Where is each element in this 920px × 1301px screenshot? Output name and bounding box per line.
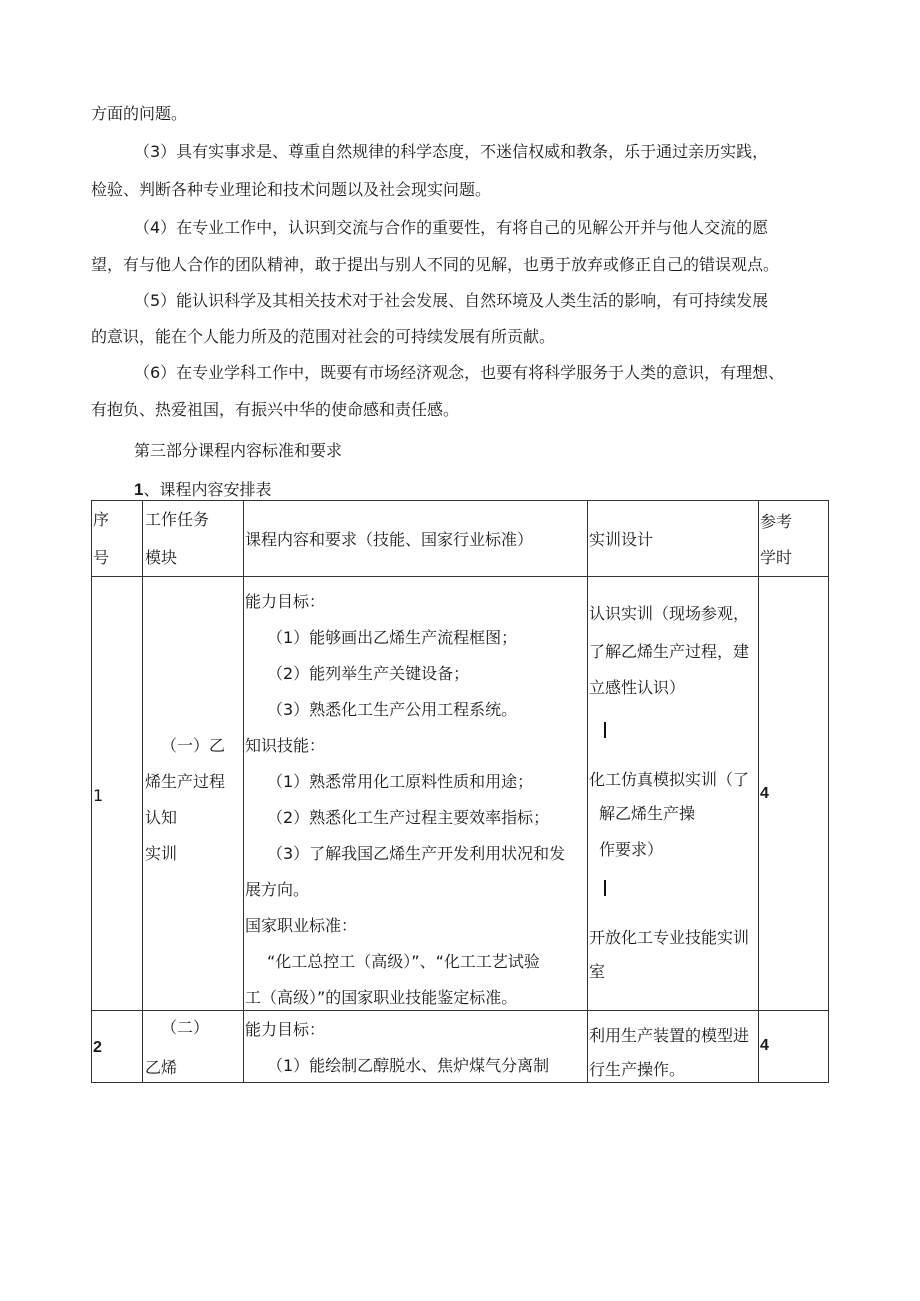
row2-training: 行生产操作。 (589, 1060, 686, 1079)
paragraph-line: （5）能认识科学及其相关技术对于社会发展、自然环境及人类生活的影响，有可持续发展 (134, 291, 769, 310)
header-content: 课程内容和要求（技能、国家行业标准） (245, 530, 534, 549)
table-row-divider (91, 576, 829, 577)
paragraph-line: 方面的问题。 (91, 104, 188, 123)
table-col-divider (142, 500, 143, 1083)
header-module: 模块 (145, 548, 178, 567)
row1-module: 烯生产过程 (145, 772, 226, 791)
row2-training: 利用生产装置的模型进 (589, 1026, 750, 1045)
paragraph-line: （6）在专业学科工作中，既要有市场经济观念，也要有将科学服务于人类的意识，有理想、 (134, 363, 785, 382)
table-col-divider (587, 500, 588, 1083)
section-title: 第三部分课程内容标准和要求 (134, 441, 343, 460)
row1-content: 工（高级）”的国家职业技能鉴定标准。 (245, 988, 518, 1007)
header-hours: 学时 (760, 548, 793, 567)
row1-training: 室 (589, 962, 606, 981)
row1-content: 知识技能： (245, 736, 326, 755)
header-hours: 参考 (760, 512, 793, 531)
row1-content: 展方向。 (245, 880, 310, 899)
row1-content: （1）能够画出乙烯生产流程框图； (267, 628, 518, 647)
row1-content: 能力目标： (245, 592, 326, 611)
row1-content: （3）了解我国乙烯生产开发利用状况和发 (267, 844, 566, 863)
course-content-table (91, 500, 829, 1083)
row1-content: （3）熟悉化工生产公用工程系统。 (267, 700, 518, 719)
row1-content: （1）熟悉常用化工原料性质和用途； (267, 772, 534, 791)
row2-seq: 2 (93, 1039, 102, 1056)
row1-seq: 1 (93, 786, 104, 805)
row1-hours: 4 (760, 785, 769, 802)
row1-content: 国家职业标准： (245, 916, 358, 935)
row1-training: 认识实训（现场参观， (589, 604, 750, 623)
table-title-text: 、课程内容安排表 (143, 480, 272, 499)
paragraph-line: （3）具有实事求是、尊重自然规律的科学态度，不迷信权威和教条，乐于通过亲历实践， (134, 142, 769, 161)
table-col-divider (758, 500, 759, 1083)
table-border-bottom (91, 1082, 829, 1083)
row1-content: （2）能列举生产关键设备； (267, 664, 470, 683)
row1-training: 立感性认识） (589, 678, 686, 697)
row1-content: （2）熟悉化工生产过程主要效率指标； (267, 808, 550, 827)
flow-arrow-marker (604, 880, 606, 896)
paragraph-line: 望，有与他人合作的团队精神，敢于提出与别人不同的见解，也勇于放弃或修正自己的错误观点。 (91, 255, 780, 274)
paragraph-line: （4）在专业工作中，认识到交流与合作的重要性，有将自己的见解公开并与他人交流的愿 (134, 218, 769, 237)
row2-hours: 4 (760, 1037, 769, 1054)
row2-content: 能力目标： (245, 1020, 326, 1039)
row1-training: 解乙烯生产操 (599, 804, 696, 823)
table-title-number: 1 (134, 480, 144, 499)
header-seq: 序 (93, 510, 110, 529)
table-border-top (91, 500, 829, 501)
table-border-left (91, 500, 92, 1083)
table-col-divider (243, 500, 244, 1083)
table-title (134, 480, 271, 500)
header-training: 实训设计 (589, 530, 654, 549)
row1-module: 认知 (145, 808, 178, 827)
paragraph-line: 的意识，能在个人能力所及的范围对社会的可持续发展有所贡献。 (91, 327, 556, 346)
header-seq: 号 (93, 548, 110, 567)
row1-training: 开放化工专业技能实训 (589, 928, 750, 947)
row1-module: 实训 (145, 844, 178, 863)
paragraph-line: 有抱负、热爱祖国，有振兴中华的使命感和责任感。 (91, 400, 460, 419)
row1-training: 了解乙烯生产过程，建 (589, 642, 750, 661)
flow-arrow-marker (604, 722, 606, 738)
row1-training: 作要求） (599, 840, 664, 859)
row2-module: （二） (161, 1018, 210, 1037)
row1-content: “化工总控工（高级）”、“化工工艺试验 (267, 952, 540, 971)
table-border-right (828, 500, 829, 1083)
header-module: 工作任务 (145, 510, 210, 529)
paragraph-line: 检验、判断各种专业理论和技术问题以及社会现实问题。 (91, 180, 492, 199)
row2-module: 乙烯 (145, 1058, 178, 1077)
row2-content: （1）能绘制乙醇脱水、焦炉煤气分离制 (267, 1056, 550, 1075)
row1-module: （一）乙 (161, 736, 226, 755)
row1-training: 化工仿真模拟实训（了 (589, 770, 750, 789)
table-row-divider (91, 1010, 829, 1011)
